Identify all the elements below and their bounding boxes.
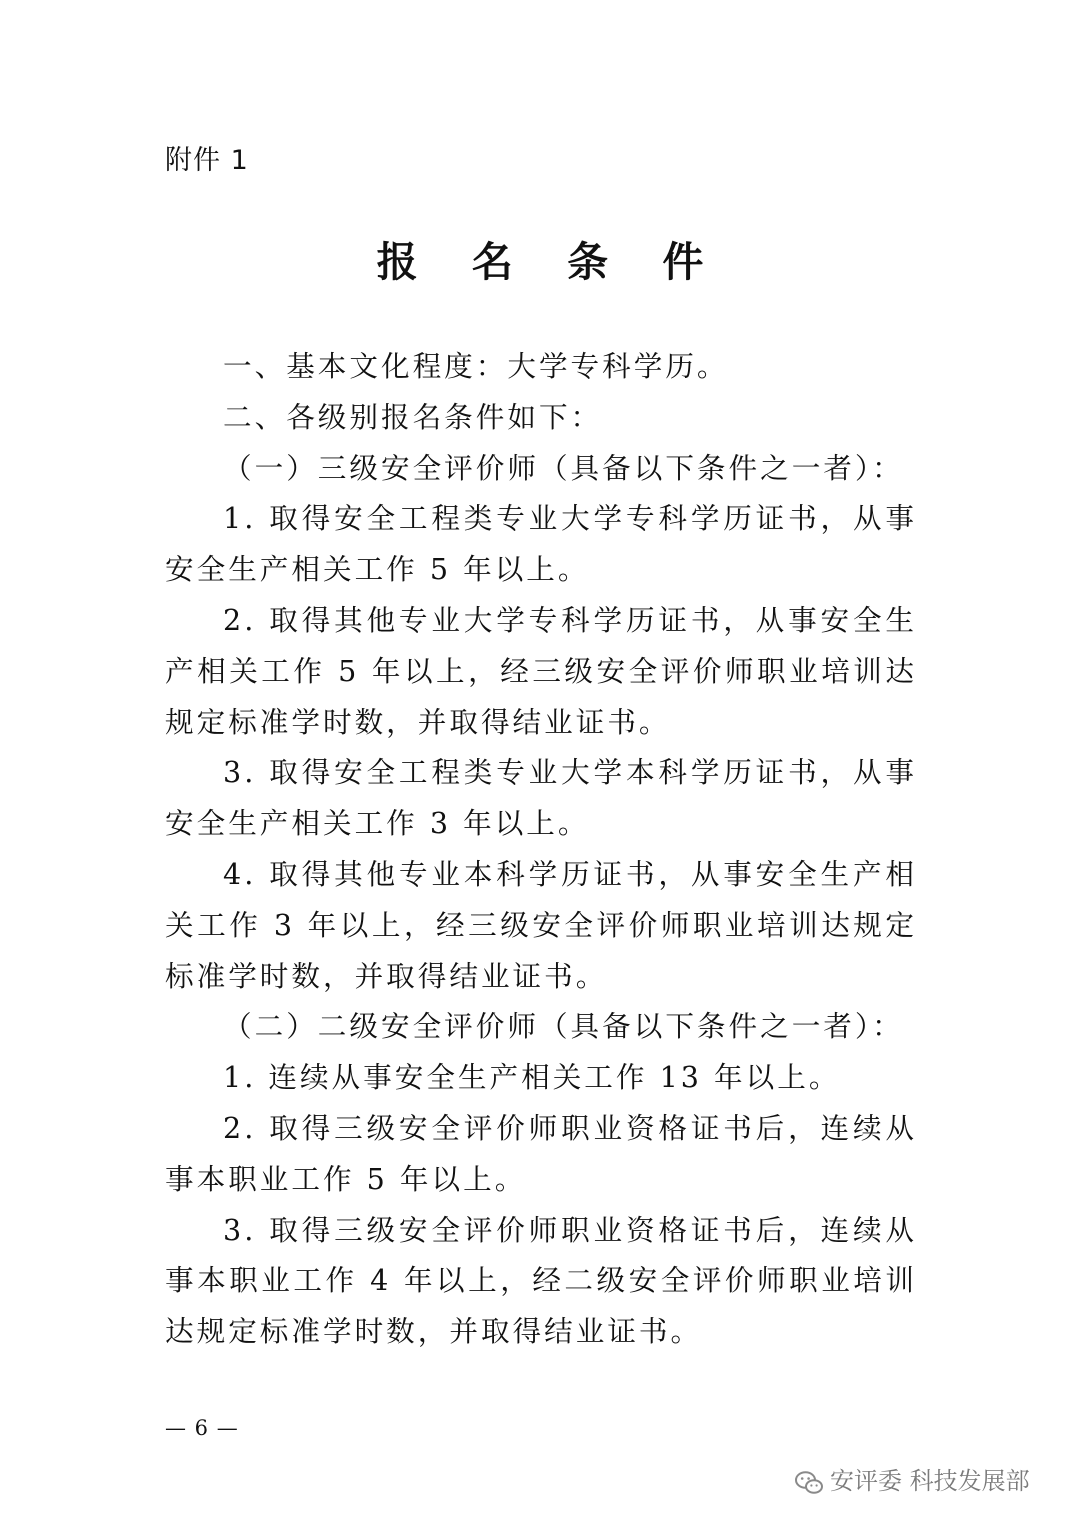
level-three-item-1: 1. 取得安全工程类专业大学专科学历证书，从事安全生产相关工作 5 年以上。 [165, 501, 917, 587]
wechat-icon [794, 1468, 824, 1494]
document-title: 报 名 条 件 [376, 238, 724, 286]
watermark-text: 安评委 科技发展部 [830, 1467, 1030, 1495]
document-body [165, 341, 917, 1357]
paragraph-levels-intro: 二、各级别报名条件如下： [223, 399, 603, 434]
page-number: — 6 — [165, 1416, 239, 1440]
level-two-item-2: 2. 取得三级安全评价师职业资格证书后，连续从事本职业工作 5 年以上。 [165, 1110, 917, 1196]
attachment-label: 附件 1 [165, 145, 249, 176]
heading-level-two: （二）二级安全评价师（具备以下条件之一者）： [223, 1009, 904, 1044]
level-three-item-4: 4. 取得其他专业本科学历证书，从事安全生产相关工作 3 年以上，经三级安全评价师职业培训达规定标准学时数，并取得结业证书。 [165, 856, 917, 993]
heading-level-three: （一）三级安全评价师（具备以下条件之一者）： [223, 450, 904, 485]
level-three-item-2: 2. 取得其他专业大学专科学历证书，从事安全生产相关工作 5 年以上，经三级安全评价师职业培训达规定标准学时数，并取得结业证书。 [165, 602, 917, 739]
level-two-item-3: 3. 取得三级安全评价师职业资格证书后，连续从事本职业工作 4 年以上，经二级安全评价师职业培训达规定标准学时数，并取得结业证书。 [165, 1212, 917, 1349]
level-two-item-1: 1. 连续从事安全生产相关工作 13 年以上。 [223, 1060, 841, 1095]
paragraph-education: 一、基本文化程度：大学专科学历。 [223, 349, 729, 383]
level-three-item-3: 3. 取得安全工程类专业大学本科学历证书，从事安全生产相关工作 3 年以上。 [165, 755, 917, 841]
watermark [794, 1461, 1030, 1501]
